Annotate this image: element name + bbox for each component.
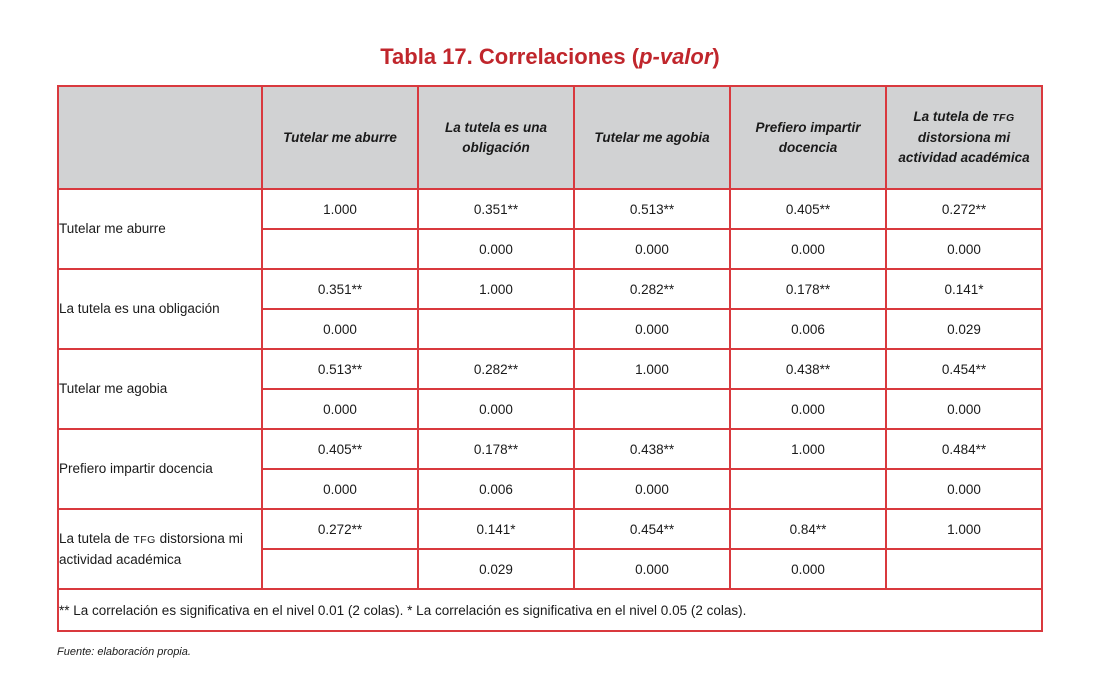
column-header: La tutela de TFG distorsiona mi actividad académica	[886, 86, 1042, 189]
row-label: La tutela es una obligación	[58, 269, 262, 349]
coefficient-row	[58, 509, 1042, 549]
row-label: Prefiero impartir docencia	[58, 429, 262, 509]
coefficient-cell: 0.405**	[730, 189, 886, 229]
column-header: Prefiero impartir docencia	[730, 86, 886, 189]
p-value-cell: 0.000	[574, 549, 730, 589]
p-value-cell	[730, 469, 886, 509]
p-value-cell: 0.000	[886, 469, 1042, 509]
coefficient-cell: 0.351**	[262, 269, 418, 309]
p-value-cell: 0.029	[886, 309, 1042, 349]
coefficient-row	[58, 429, 1042, 469]
p-value-cell	[262, 229, 418, 269]
coefficient-cell: 0.513**	[262, 349, 418, 389]
p-value-cell: 0.000	[418, 389, 574, 429]
coefficient-cell: 0.513**	[574, 189, 730, 229]
significance-note: ** La correlación es significativa en el nivel 0.01 (2 colas). * La correlación es significativa en el nivel 0.05 (2 colas).	[58, 589, 1042, 631]
coefficient-cell: 0.84**	[730, 509, 886, 549]
coefficient-cell: 0.405**	[262, 429, 418, 469]
p-value-cell	[262, 549, 418, 589]
coefficient-cell: 0.282**	[418, 349, 574, 389]
note-row	[58, 589, 1042, 631]
coefficient-row	[58, 189, 1042, 229]
coefficient-cell: 0.438**	[730, 349, 886, 389]
column-header: Tutelar me aburre	[262, 86, 418, 189]
row-label: La tutela de TFG distorsiona mi actividad académica	[58, 509, 262, 589]
column-header: Tutelar me agobia	[574, 86, 730, 189]
row-label: Tutelar me aburre	[58, 189, 262, 269]
p-value-cell: 0.000	[886, 389, 1042, 429]
table-title: Tabla 17. Correlaciones (p-valor)	[380, 44, 720, 69]
p-value-cell: 0.000	[574, 469, 730, 509]
p-value-cell: 0.006	[418, 469, 574, 509]
coefficient-cell: 0.438**	[574, 429, 730, 469]
p-value-cell	[886, 549, 1042, 589]
coefficient-cell: 0.178**	[418, 429, 574, 469]
coefficient-cell: 1.000	[730, 429, 886, 469]
p-value-cell: 0.000	[574, 229, 730, 269]
source-note: Fuente: elaboración propia.	[57, 646, 191, 658]
header-row	[58, 86, 1042, 189]
p-value-cell: 0.000	[418, 229, 574, 269]
p-value-cell: 0.006	[730, 309, 886, 349]
coefficient-cell: 0.454**	[886, 349, 1042, 389]
coefficient-cell: 0.282**	[574, 269, 730, 309]
row-label: Tutelar me agobia	[58, 349, 262, 429]
coefficient-row	[58, 349, 1042, 389]
p-value-cell: 0.000	[262, 309, 418, 349]
p-value-cell: 0.000	[730, 389, 886, 429]
coefficient-cell: 1.000	[262, 189, 418, 229]
coefficient-cell: 0.141*	[886, 269, 1042, 309]
coefficient-cell: 0.351**	[418, 189, 574, 229]
coefficient-cell: 0.484**	[886, 429, 1042, 469]
p-value-cell: 0.029	[418, 549, 574, 589]
p-value-cell: 0.000	[574, 309, 730, 349]
coefficient-cell: 0.272**	[886, 189, 1042, 229]
correlation-table	[57, 85, 1043, 632]
coefficient-cell: 1.000	[886, 509, 1042, 549]
coefficient-cell: 0.454**	[574, 509, 730, 549]
column-header: La tutela es una obligación	[418, 86, 574, 189]
coefficient-cell: 0.141*	[418, 509, 574, 549]
coefficient-cell: 0.272**	[262, 509, 418, 549]
p-value-cell: 0.000	[886, 229, 1042, 269]
p-value-cell: 0.000	[730, 549, 886, 589]
p-value-cell: 0.000	[730, 229, 886, 269]
p-value-cell	[418, 309, 574, 349]
header-corner	[58, 86, 262, 189]
p-value-cell: 0.000	[262, 389, 418, 429]
p-value-cell	[574, 389, 730, 429]
coefficient-cell: 0.178**	[730, 269, 886, 309]
coefficient-cell: 1.000	[574, 349, 730, 389]
coefficient-row	[58, 269, 1042, 309]
p-value-cell: 0.000	[262, 469, 418, 509]
coefficient-cell: 1.000	[418, 269, 574, 309]
